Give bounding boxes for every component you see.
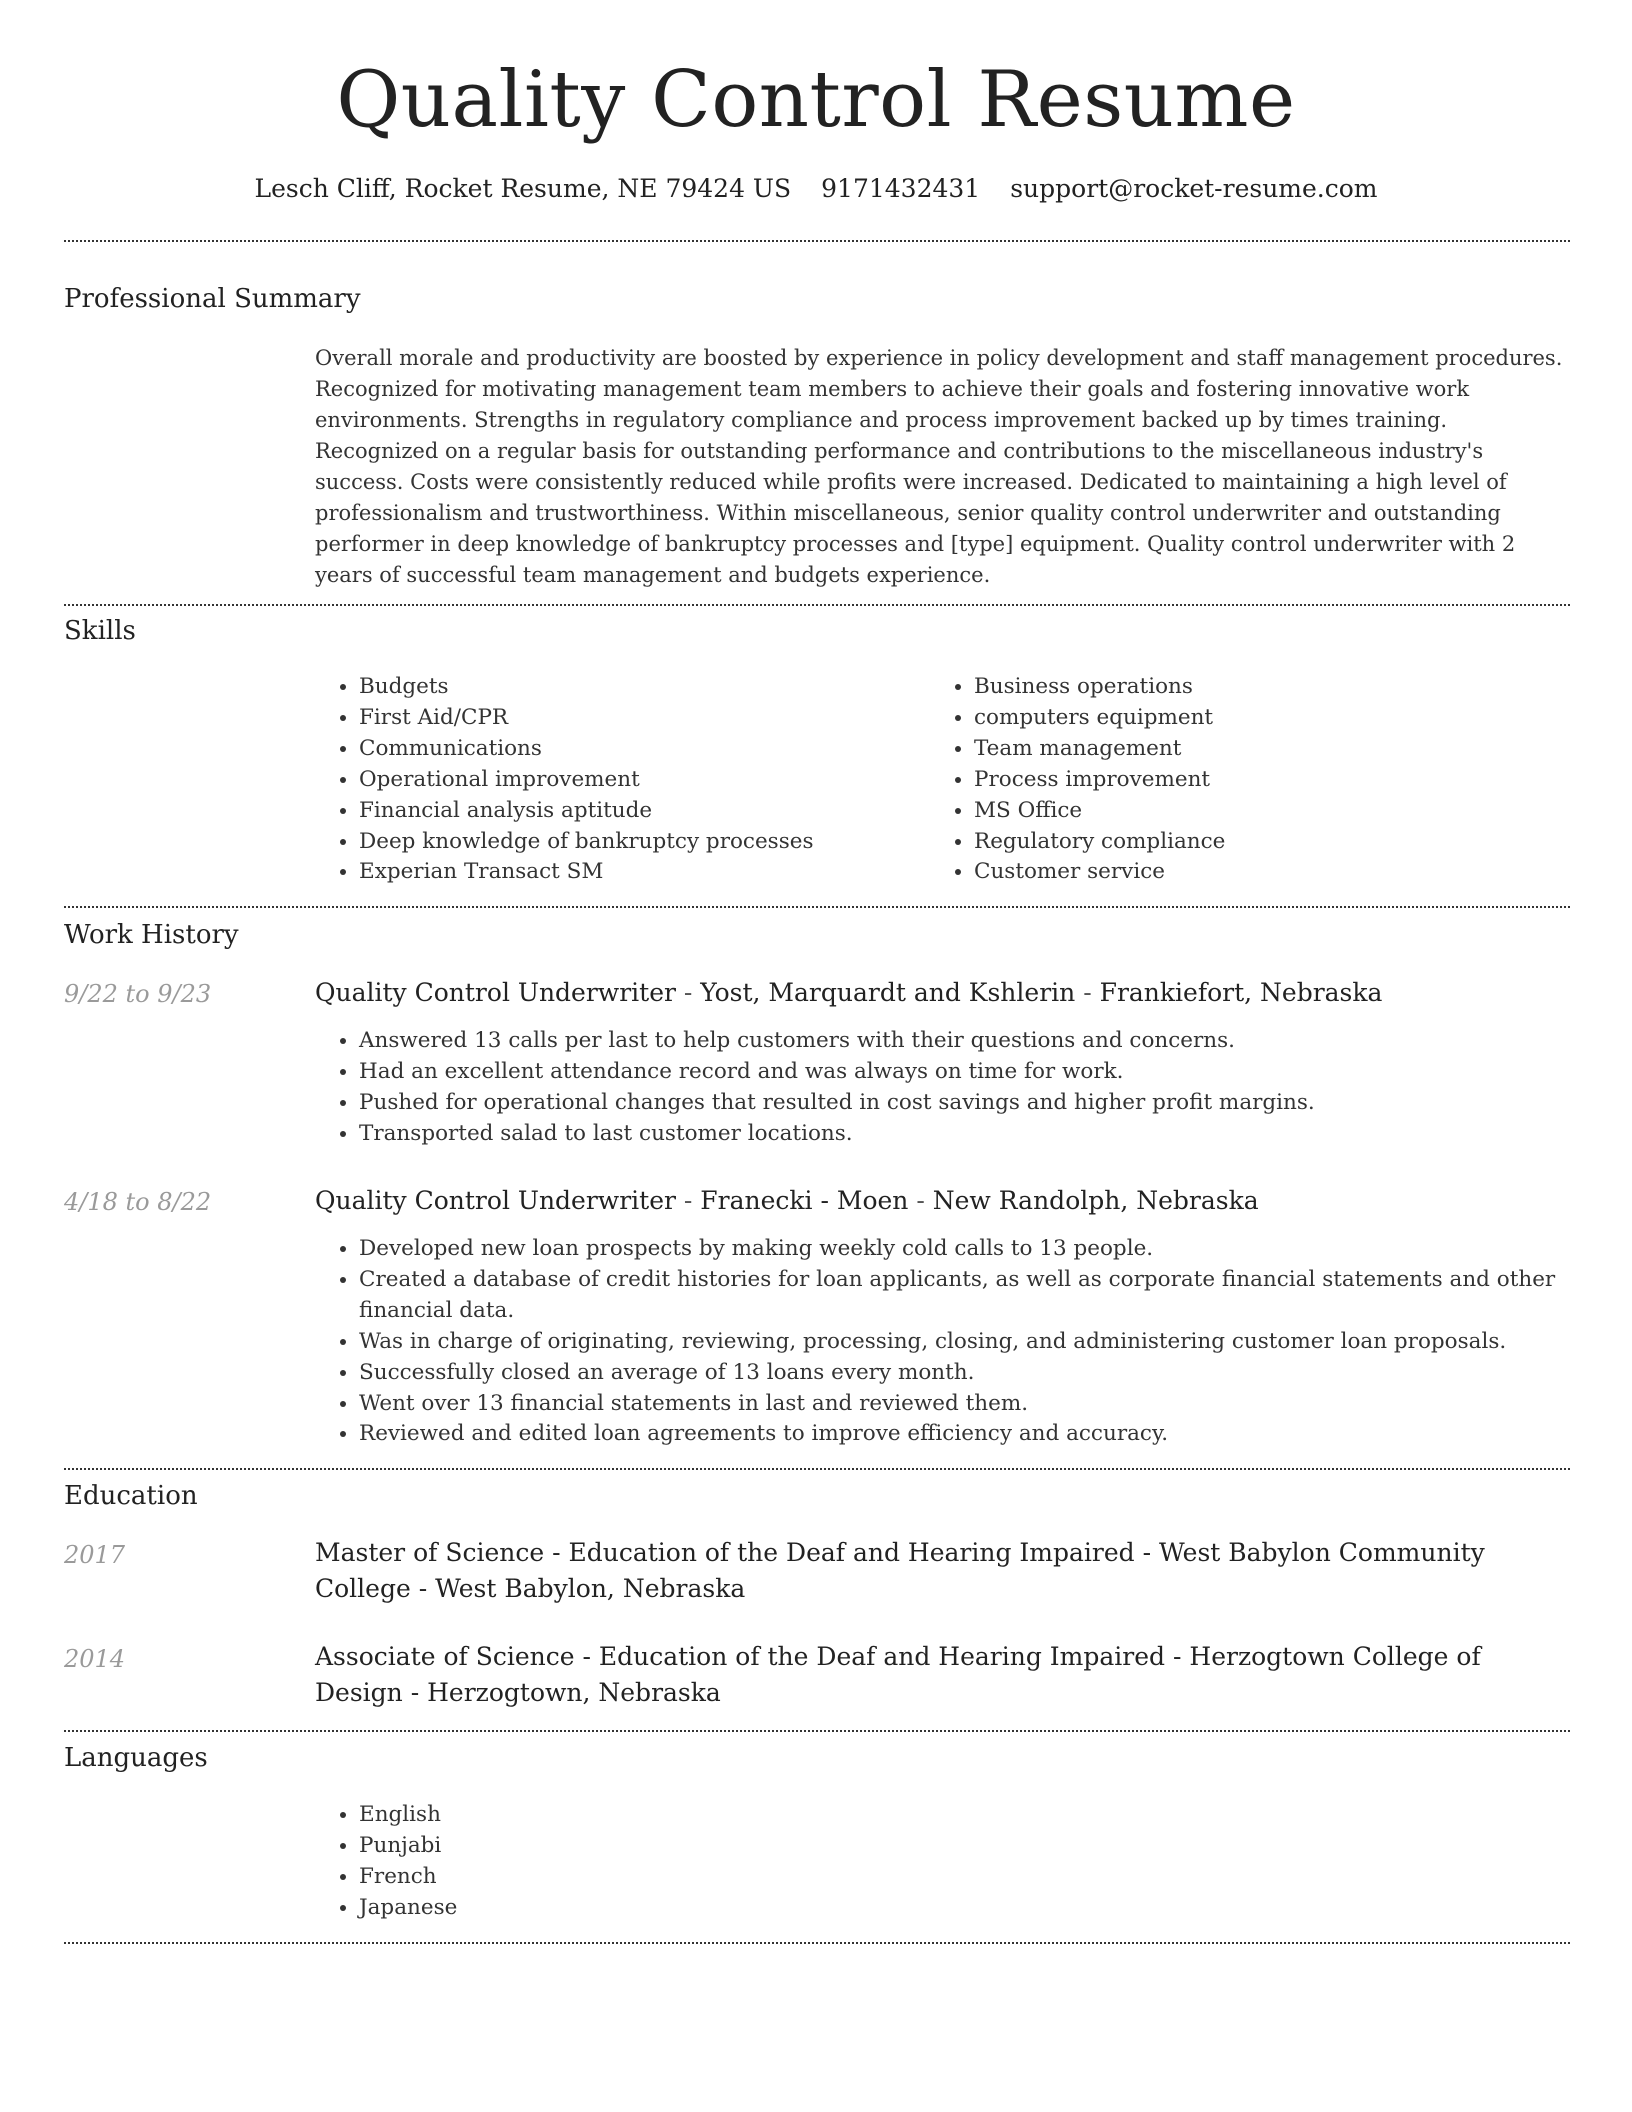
- contact-phone: 9171432431: [821, 174, 981, 203]
- job-bullet: • Successfully closed an average of 13 loans every month.: [359, 1358, 1609, 1389]
- job-location: New Randolph, Nebraska: [932, 1186, 1259, 1215]
- job-bullet: • Answered 13 calls per last to help customers with their questions and concerns.: [359, 1026, 1609, 1057]
- language-item: • Japanese: [359, 1893, 959, 1924]
- skill-item: • Deep knowledge of bankruptcy processes: [359, 827, 919, 858]
- skills-heading: Skills: [64, 616, 136, 646]
- skill-item: • Team management: [974, 734, 1574, 765]
- job-bullet: • Developed new loan prospects by making weekly cold calls to 13 people.: [359, 1234, 1609, 1265]
- languages-list: [315, 1800, 959, 1924]
- education-location: West Babylon, Nebraska: [435, 1574, 746, 1603]
- contact-email: support@rocket-resume.com: [1010, 174, 1378, 203]
- skill-item: • Budgets: [359, 672, 919, 703]
- divider: [64, 604, 1570, 606]
- skills-list-right: [930, 672, 1574, 888]
- education-degree: Master of Science - Education of the Deaf and Hearing Impaired: [315, 1538, 1135, 1567]
- job-bullet: • Was in charge of originating, reviewing, processing, closing, and administering customer loan proposals.: [359, 1327, 1609, 1358]
- divider: [64, 1730, 1570, 1732]
- job-position: Quality Control Underwriter: [315, 978, 676, 1007]
- contact-address: Lesch Cliff, Rocket Resume, NE 79424 US: [254, 174, 792, 203]
- divider: [64, 1942, 1570, 1944]
- education-year: 2014: [64, 1645, 126, 1673]
- education-school: West Babylon Community College: [315, 1538, 1485, 1603]
- job-bullets: [315, 1026, 1609, 1150]
- skill-item: • computers equipment: [974, 703, 1574, 734]
- summary-text: Overall morale and productivity are boosted by experience in policy development and staff management procedures. Recognized for motivating management team members to achieve their goals and fostering innovative work environments. Strengths in regulatory compliance and process improvement backed up by times training. Recognized on a regular basis for outstanding performance and contributions to the miscellaneous industry's success. Costs were consistently reduced while profits were increased. Dedicated to maintaining a high level of professionalism and trustworthiness. Within miscellaneous, senior quality control underwriter and outstanding performer in deep knowledge of bankruptcy processes and [type] equipment. Quality control underwriter with 2 years of successful team management and budgets experience.: [315, 346, 1563, 587]
- divider: [64, 240, 1570, 242]
- job-bullet: • Reviewed and edited loan agreements to improve efficiency and accuracy.: [359, 1419, 1609, 1450]
- skill-item: • Process improvement: [974, 765, 1574, 796]
- skill-item: • Business operations: [974, 672, 1574, 703]
- job-company: Franecki - Moen: [700, 1186, 909, 1215]
- summary-heading: Professional Summary: [64, 284, 361, 314]
- job-bullet: • Had an excellent attendance record and was always on time for work.: [359, 1057, 1609, 1088]
- education-heading: Education: [64, 1481, 198, 1511]
- resume-title: Quality Control Resume: [336, 55, 1296, 145]
- job-title: Quality Control Underwriter - Yost, Marquardt and Kshlerin - Frankiefort, Nebraska: [315, 978, 1383, 1007]
- skill-item: • MS Office: [974, 796, 1574, 827]
- job-bullet: • Pushed for operational changes that resulted in cost savings and higher profit margins.: [359, 1088, 1609, 1119]
- skill-item: • Experian Transact SM: [359, 857, 919, 888]
- skill-item: • First Aid/CPR: [359, 703, 919, 734]
- job-dates: 4/18 to 8/22: [64, 1188, 212, 1216]
- job-location: Frankiefort, Nebraska: [1099, 978, 1383, 1007]
- job-dates: 9/22 to 9/23: [64, 980, 212, 1008]
- education-degree: Associate of Science - Education of the Deaf and Hearing Impaired: [315, 1642, 1166, 1671]
- job-title: Quality Control Underwriter - Franecki - Moen - New Randolph, Nebraska: [315, 1186, 1259, 1215]
- skill-item: • Communications: [359, 734, 919, 765]
- languages-heading: Languages: [64, 1743, 208, 1773]
- language-item: • English: [359, 1800, 959, 1831]
- divider: [64, 906, 1570, 908]
- job-bullet: • Went over 13 financial statements in last and reviewed them.: [359, 1389, 1609, 1420]
- skill-item: • Financial analysis aptitude: [359, 796, 919, 827]
- language-item: • French: [359, 1862, 959, 1893]
- language-item: • Punjabi: [359, 1831, 959, 1862]
- education-year: 2017: [64, 1541, 126, 1569]
- skill-item: • Operational improvement: [359, 765, 919, 796]
- education-school: Herzogtown College of Design: [315, 1642, 1481, 1707]
- job-bullet: • Transported salad to last customer locations.: [359, 1119, 1609, 1150]
- skill-item: • Regulatory compliance: [974, 827, 1574, 858]
- education-entry: Master of Science - Education of the Deaf and Hearing Impaired - West Babylon Community College - West Babylon, Nebraska: [315, 1538, 1485, 1603]
- work-heading: Work History: [64, 920, 239, 950]
- divider: [64, 1468, 1570, 1470]
- job-bullet: • Created a database of credit histories for loan applicants, as well as corporate financial statements and other financial data.: [359, 1265, 1609, 1327]
- job-company: Yost, Marquardt and Kshlerin: [700, 978, 1076, 1007]
- education-entry: Associate of Science - Education of the Deaf and Hearing Impaired - Herzogtown College of Design - Herzogtown, Nebraska: [315, 1642, 1481, 1707]
- education-location: Herzogtown, Nebraska: [427, 1678, 721, 1707]
- skill-item: • Customer service: [974, 857, 1574, 888]
- job-bullets: [315, 1234, 1609, 1450]
- skills-list-left: [315, 672, 919, 888]
- job-position: Quality Control Underwriter: [315, 1186, 676, 1215]
- contact-line: [0, 172, 1632, 206]
